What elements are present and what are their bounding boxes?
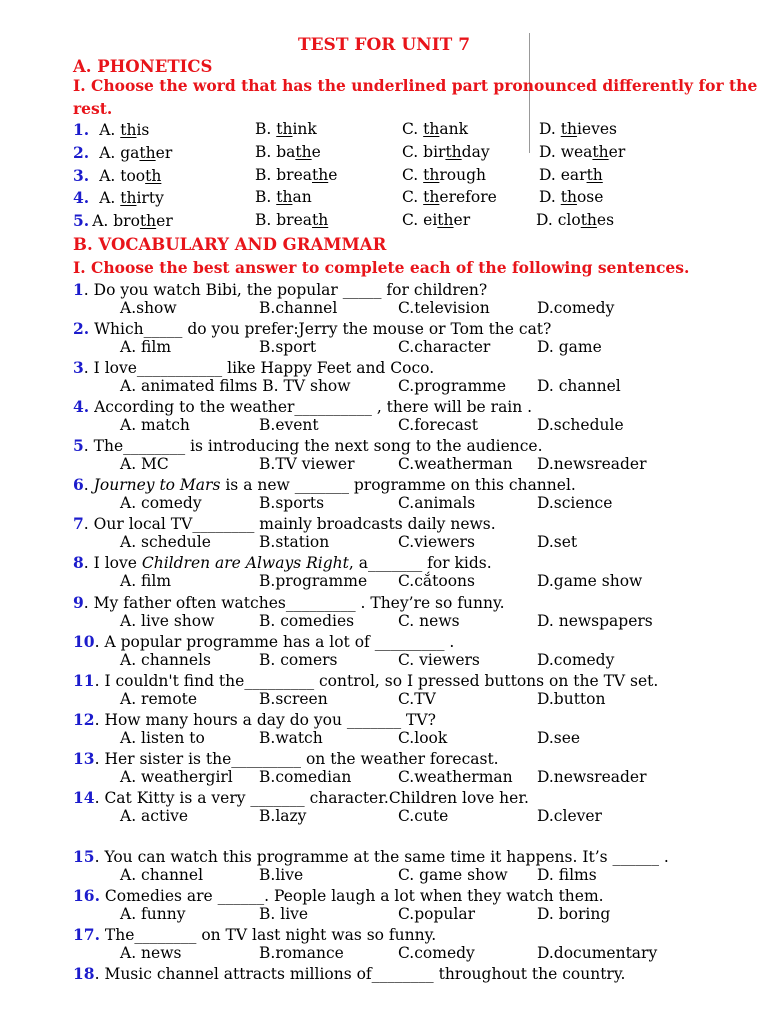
- answer-option-b[interactable]: B.sport: [259, 338, 317, 356]
- answer-option-a[interactable]: A. remote: [120, 690, 198, 708]
- answer-option-c[interactable]: C.weatherman: [398, 455, 513, 473]
- option-word: D. earth: [539, 166, 603, 184]
- question-number: 9: [73, 593, 84, 612]
- answer-option-a[interactable]: A. channel: [120, 866, 204, 884]
- option-d[interactable]: [536, 211, 614, 229]
- answer-option-d[interactable]: D. game: [537, 338, 602, 356]
- option-word: D. weather: [539, 143, 626, 161]
- answer-option-d[interactable]: D. newspapers: [537, 612, 653, 630]
- question-text: 4. According to the weather__________ , there will be rain .: [73, 397, 533, 416]
- answer-option-d[interactable]: D.newsreader: [537, 768, 647, 786]
- question-text: 8. I love Children are Always Right, a_______ for kids.: [73, 553, 492, 572]
- answer-option-c[interactable]: C.television: [398, 299, 490, 317]
- answer-option-b[interactable]: B.station: [259, 533, 330, 551]
- answer-option-d[interactable]: D.button: [537, 690, 606, 708]
- option-word: C. birthday: [402, 143, 490, 161]
- option-c[interactable]: [402, 143, 490, 161]
- answer-option-c[interactable]: C. game show: [398, 866, 508, 884]
- option-c[interactable]: [402, 120, 468, 138]
- answer-option-b[interactable]: B. comedies: [259, 612, 355, 630]
- answer-option-d[interactable]: D. boring: [537, 905, 611, 923]
- option-b[interactable]: [255, 120, 317, 138]
- test-title: TEST FOR UNIT 7: [297, 35, 471, 55]
- answer-option-a[interactable]: A. film: [120, 572, 172, 590]
- answer-option-d[interactable]: D. films: [537, 866, 597, 884]
- question-number: 5.: [73, 211, 90, 230]
- section-b-heading: B. VOCABULARY AND GRAMMAR: [73, 235, 387, 254]
- answer-option-a[interactable]: A. active: [120, 807, 189, 825]
- option-a-word: this: [120, 121, 150, 139]
- option-b[interactable]: [255, 188, 312, 206]
- question-number: 2.: [73, 143, 90, 162]
- question-number: 16.: [73, 886, 100, 905]
- section-a-heading: A. PHONETICS: [73, 57, 213, 76]
- italic-title: Journey to Mars: [93, 476, 221, 494]
- option-a[interactable]: A. gather: [99, 144, 173, 162]
- option-word: B. breathe: [255, 166, 338, 184]
- phonetics-instruction-line2: rest.: [73, 99, 113, 118]
- answer-option-b[interactable]: B. comers: [259, 651, 338, 669]
- option-a[interactable]: A. tooth: [99, 167, 162, 185]
- answer-option-b[interactable]: B.watch: [259, 729, 323, 747]
- question-number: 17.: [73, 925, 100, 944]
- answer-option-b[interactable]: B.event: [259, 416, 319, 434]
- answer-option-c[interactable]: C.cute: [398, 807, 449, 825]
- question-number: 7: [73, 514, 84, 533]
- question-text: 5. The________ is introducing the next song to the audience.: [73, 436, 543, 455]
- question-number: 4.: [73, 397, 90, 416]
- question-text: 7. Our local TV________ mainly broadcasts daily news.: [73, 514, 496, 533]
- question-number: 12: [73, 710, 95, 729]
- question-text: 18. Music channel attracts millions of________ throughout the country.: [73, 964, 626, 983]
- question-number: 3.: [73, 166, 90, 185]
- answer-option-d[interactable]: D.see: [537, 729, 581, 747]
- phonetics-row: [73, 120, 149, 139]
- answer-option-a[interactable]: A. schedule: [120, 533, 211, 551]
- option-a[interactable]: A. this: [99, 121, 150, 139]
- question-text: 14. Cat Kitty is a very _______ character.Children love her.: [73, 788, 529, 807]
- option-word: C. either: [402, 211, 471, 229]
- question-text: 17. The________ on TV last night was so funny.: [73, 925, 437, 944]
- phonetics-row: [73, 188, 164, 207]
- answer-option-b[interactable]: B.comedian: [259, 768, 352, 786]
- answer-option-c[interactable]: C.popular: [398, 905, 476, 923]
- question-number: 1: [73, 280, 84, 299]
- answer-option-d[interactable]: D.newsreader: [537, 455, 647, 473]
- answer-option-a[interactable]: A. weathergirl: [120, 768, 233, 786]
- answer-option-d[interactable]: D. channel: [537, 377, 621, 395]
- answer-option-c[interactable]: C.cắtoons: [398, 572, 475, 590]
- option-a-word: brother: [113, 212, 173, 230]
- option-word: D. those: [539, 188, 604, 206]
- option-word: B. think: [255, 120, 317, 138]
- vocabulary-instruction: I. Choose the best answer to complete each of the following sentences.: [73, 258, 690, 277]
- answer-option-c[interactable]: C. news: [398, 612, 460, 630]
- answer-option-a[interactable]: A. live show: [120, 612, 215, 630]
- phonetics-row: [73, 166, 161, 185]
- answer-option-d[interactable]: D.comedy: [537, 651, 615, 669]
- answer-option-c[interactable]: C.viewers: [398, 533, 475, 551]
- question-number: 11: [73, 671, 95, 690]
- option-c[interactable]: [402, 188, 497, 206]
- answer-option-c[interactable]: C.TV: [398, 690, 436, 708]
- question-number: 13: [73, 749, 95, 768]
- answer-option-c[interactable]: C.forecast: [398, 416, 478, 434]
- answer-option-d[interactable]: D.science: [537, 494, 613, 512]
- question-text: 16. Comedies are ______. People laugh a lot when they watch them.: [73, 886, 604, 905]
- answer-option-b[interactable]: B.romance: [259, 944, 344, 962]
- option-word: B. than: [255, 188, 312, 206]
- answer-option-a[interactable]: A. animated films B. TV show: [120, 377, 351, 395]
- answer-option-b[interactable]: B.sports: [259, 494, 325, 512]
- answer-option-d[interactable]: D.set: [537, 533, 578, 551]
- answer-option-a[interactable]: A. match: [120, 416, 190, 434]
- question-text: 11. I couldn't find the_________ control, so I pressed buttons on the TV set.: [73, 671, 659, 690]
- answer-option-c[interactable]: C.programme: [398, 377, 507, 395]
- option-a[interactable]: A. thirty: [99, 189, 164, 207]
- question-number: 10: [73, 632, 95, 651]
- question-text: 6. Journey to Mars is a new _______ programme on this channel.: [73, 475, 576, 494]
- option-a-word: gather: [120, 144, 173, 162]
- answer-option-a[interactable]: A. listen to: [120, 729, 205, 747]
- answer-option-a[interactable]: A. comedy: [120, 494, 202, 512]
- question-text: 9. My father often watches_________ . They’re so funny.: [73, 593, 505, 612]
- phonetics-instruction-line1: I. Choose the word that has the underlined part pronounced differently for the: [73, 76, 758, 95]
- phonetics-row: [73, 211, 173, 230]
- question-text: 12. How many hours a day do you _______ TV?: [73, 710, 436, 729]
- option-word: C. through: [402, 166, 487, 184]
- question-text: 3. I love___________ like Happy Feet and Coco.: [73, 358, 435, 377]
- answer-option-c[interactable]: C. viewers: [398, 651, 480, 669]
- question-number: 8: [73, 553, 84, 572]
- answer-option-c[interactable]: C.weatherman: [398, 768, 513, 786]
- answer-option-a[interactable]: A. channels: [120, 651, 212, 669]
- answer-option-b[interactable]: B.channel: [259, 299, 338, 317]
- option-a[interactable]: A. brother: [92, 212, 173, 230]
- option-c[interactable]: [402, 166, 486, 184]
- question-number: 18: [73, 964, 95, 983]
- option-b[interactable]: [255, 211, 328, 229]
- option-a-word: thirty: [120, 189, 164, 207]
- question-number: 6: [73, 475, 84, 494]
- question-number: 14: [73, 788, 95, 807]
- option-word: D. clothes: [536, 211, 615, 229]
- option-d[interactable]: [539, 166, 603, 184]
- answer-option-d[interactable]: D.clever: [537, 807, 602, 825]
- option-word: C. therefore: [402, 188, 497, 206]
- italic-title: Children are Always Right: [141, 554, 349, 572]
- question-text: 1. Do you watch Bibi, the popular _____ for children?: [73, 280, 488, 299]
- answer-option-b[interactable]: B.lazy: [259, 807, 307, 825]
- answer-option-c[interactable]: C.character: [398, 338, 491, 356]
- option-word: C. thank: [402, 120, 469, 138]
- answer-option-b[interactable]: B. live: [259, 905, 309, 923]
- answer-option-c[interactable]: C.look: [398, 729, 448, 747]
- answer-option-d[interactable]: D.comedy: [537, 299, 615, 317]
- question-number: 3: [73, 358, 84, 377]
- option-d[interactable]: [539, 120, 617, 138]
- question-number: 15: [73, 847, 95, 866]
- option-a-word: tooth: [120, 167, 162, 185]
- option-d[interactable]: [539, 188, 603, 206]
- question-number: 5: [73, 436, 84, 455]
- option-word: B. breath: [255, 211, 329, 229]
- question-text: 15. You can watch this programme at the same time it happens. It’s ______ .: [73, 847, 669, 866]
- question-number: 4.: [73, 188, 90, 207]
- option-b[interactable]: [255, 143, 321, 161]
- question-number: 1.: [73, 120, 90, 139]
- answer-option-a[interactable]: A.show: [120, 299, 177, 317]
- answer-option-d[interactable]: D.documentary: [537, 944, 658, 962]
- answer-option-b[interactable]: B.screen: [259, 690, 328, 708]
- answer-option-c[interactable]: C.comedy: [398, 944, 475, 962]
- question-text: 13. Her sister is the_________ on the weather forecast.: [73, 749, 499, 768]
- answer-option-b[interactable]: B.programme: [259, 572, 368, 590]
- question-text: 2. Which_____ do you prefer:Jerry the mouse or Tom the cat?: [73, 319, 552, 338]
- option-word: D. thieves: [539, 120, 617, 138]
- option-b[interactable]: [255, 166, 337, 184]
- option-c[interactable]: [402, 211, 470, 229]
- question-text: 10. A popular programme has a lot of _________ .: [73, 632, 455, 651]
- option-word: B. bathe: [255, 143, 321, 161]
- answer-option-a[interactable]: A. MC: [120, 455, 169, 473]
- phonetics-row: [73, 143, 172, 162]
- answer-option-b[interactable]: B.TV viewer: [259, 455, 355, 473]
- answer-option-c[interactable]: C.animals: [398, 494, 476, 512]
- answer-option-d[interactable]: D.schedule: [537, 416, 624, 434]
- question-number: 2.: [73, 319, 90, 338]
- answer-option-a[interactable]: A. film: [120, 338, 172, 356]
- answer-option-b[interactable]: B.live: [259, 866, 304, 884]
- answer-option-a[interactable]: A. news: [120, 944, 182, 962]
- option-d[interactable]: [539, 143, 625, 161]
- answer-option-a[interactable]: A. funny: [120, 905, 186, 923]
- answer-option-d[interactable]: D.game show: [537, 572, 643, 590]
